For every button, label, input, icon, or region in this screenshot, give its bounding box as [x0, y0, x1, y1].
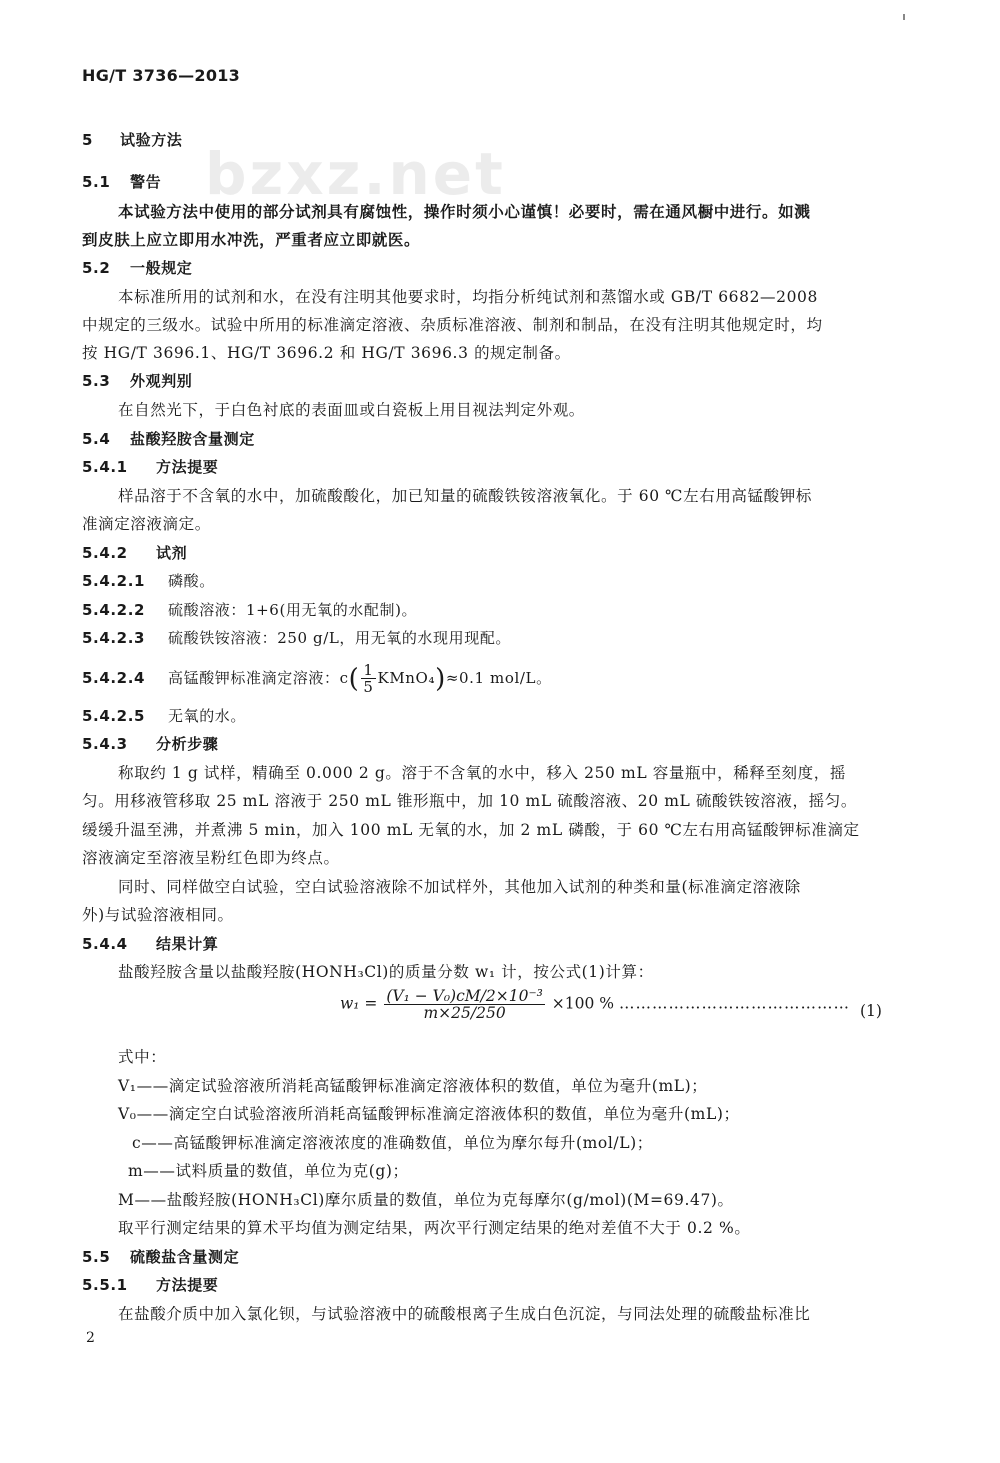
- section-5-2-heading: 5.2 一般规定: [82, 259, 193, 277]
- page-number: 2: [86, 1330, 95, 1346]
- procedure-line-1: 称取约 1 g 试样，精确至 0.000 2 g。溶于不含氧的水中，移入 250 mL 容量瓶中，稀释至刻度，摇: [118, 764, 846, 782]
- formula-fraction: [384, 988, 545, 1021]
- where-label: 式中：: [118, 1048, 167, 1066]
- appearance-line-1: 在自然光下，于白色衬底的表面皿或白瓷板上用目视法判定外观。: [118, 401, 585, 419]
- section-5-1-heading: 5.1 警告: [82, 173, 162, 191]
- procedure-line-6: 外)与试验溶液相同。: [82, 906, 234, 924]
- formula-leader: ……………………………………: [618, 994, 850, 1013]
- reagent-item-3: 5.4.2.3 硫酸铁铵溶液：250 g/L，用无氧的水现用现配。: [82, 629, 512, 647]
- reagent-item-1: 5.4.2.1 磷酸。: [82, 572, 215, 590]
- procedure-line-4: 溶液滴定至溶液呈粉红色即为终点。: [82, 849, 340, 867]
- reagent-item-5: 5.4.2.5 无氧的水。: [82, 707, 247, 725]
- section-5-5-heading: 5.5 硫酸盐含量测定: [82, 1248, 240, 1266]
- formula-lhs: w₁ =: [340, 994, 378, 1013]
- formula-denominator: m×25/250: [423, 1004, 506, 1022]
- var-c: c——高锰酸钾标准滴定溶液浓度的准确数值，单位为摩尔每升(mol/L)；: [132, 1134, 653, 1152]
- principle-line-2: 准滴定溶液滴定。: [82, 515, 211, 533]
- sulfate-principle-line-1: 在盐酸介质中加入氯化钡，与试验溶液中的硫酸根离子生成白色沉淀，与同法处理的硫酸盐标准比: [118, 1305, 811, 1323]
- standard-code: HG/T 3736—2013: [82, 66, 241, 85]
- procedure-line-5: 同时、同样做空白试验，空白试验溶液除不加试样外，其他加入试剂的种类和量(标准滴定溶液除: [118, 878, 801, 896]
- section-5-3-heading: 5.3 外观判别: [82, 372, 193, 390]
- reagent-item-4: 5.4.2.4 高锰酸钾标准滴定溶液：c( $\frac{1}{5}$ KMnO₄)≈0.1 mol/L。: [82, 661, 552, 696]
- section-5-5-1-heading: 5.5.1 方法提要: [82, 1276, 219, 1294]
- section-5-4-1-heading: 5.4.1 方法提要: [82, 458, 219, 476]
- section-5-4-heading: 5.4 盐酸羟胺含量测定: [82, 430, 255, 448]
- warning-line-2: 到皮肤上应立即用水冲洗，严重者应立即就医。: [82, 230, 421, 249]
- general-line-2: 中规定的三级水。试验中所用的标准滴定溶液、杂质标准溶液、制剂和制品，在没有注明其他规定时，均: [82, 316, 823, 334]
- var-v0: V₀——滴定空白试验溶液所消耗高锰酸钾标准滴定溶液体积的数值，单位为毫升(mL)；: [118, 1105, 740, 1123]
- general-line-1: 本标准所用的试剂和水，在没有注明其他要求时，均指分析纯试剂和蒸馏水或 GB/T 6682—2008: [118, 288, 818, 306]
- result-note: 取平行测定结果的算术平均值为测定结果，两次平行测定结果的绝对差值不大于 0.2 %。: [118, 1219, 751, 1237]
- formula-1: [340, 988, 850, 1021]
- section-5-heading: 5 试验方法: [82, 131, 183, 149]
- calc-intro: 盐酸羟胺含量以盐酸羟胺(HONH₃Cl)的质量分数 w₁ 计，按公式(1)计算：: [118, 963, 654, 981]
- var-M: M——盐酸羟胺(HONH₃Cl)摩尔质量的数值，单位为克每摩尔(g/mol)(M=69.47)。: [118, 1191, 734, 1209]
- scan-mark: [903, 14, 905, 20]
- procedure-line-2: 匀。用移液管移取 25 mL 溶液于 250 mL 锥形瓶中，加 10 mL 硫酸溶液、20 mL 硫酸铁铵溶液，摇匀。: [82, 792, 857, 810]
- var-m: m——试料质量的数值，单位为克(g)；: [128, 1162, 409, 1180]
- formula-rhs: ×100 %: [551, 994, 615, 1013]
- formula-numerator: (V₁ − V₀)cM/2×10⁻³: [386, 987, 543, 1005]
- equation-number: (1): [860, 1002, 882, 1020]
- section-5-4-3-heading: 5.4.3 分析步骤: [82, 735, 219, 753]
- reagent-item-2: 5.4.2.2 硫酸溶液：1+6(用无氧的水配制)。: [82, 601, 418, 619]
- section-5-4-2-heading: 5.4.2 试剂: [82, 544, 188, 562]
- general-line-3: 按 HG/T 3696.1、HG/T 3696.2 和 HG/T 3696.3 的规定制备。: [82, 344, 571, 362]
- warning-line-1: 本试验方法中使用的部分试剂具有腐蚀性，操作时须小心谨慎！必要时，需在通风橱中进行。如溅: [118, 202, 811, 221]
- principle-line-1: 样品溶于不含氧的水中，加硫酸酸化，加已知量的硫酸铁铵溶液氧化。于 60 ℃左右用高锰酸钾标: [118, 487, 812, 505]
- var-v1: V₁——滴定试验溶液所消耗高锰酸钾标准滴定溶液体积的数值，单位为毫升(mL)；: [118, 1077, 708, 1095]
- procedure-line-3: 缓缓升温至沸，并煮沸 5 min，加入 100 mL 无氧的水，加 2 mL 磷酸，于 60 ℃左右用高锰酸钾标准滴定: [82, 821, 860, 839]
- watermark-text: bzxz.net: [205, 140, 506, 208]
- section-5-4-4-heading: 5.4.4 结果计算: [82, 935, 219, 953]
